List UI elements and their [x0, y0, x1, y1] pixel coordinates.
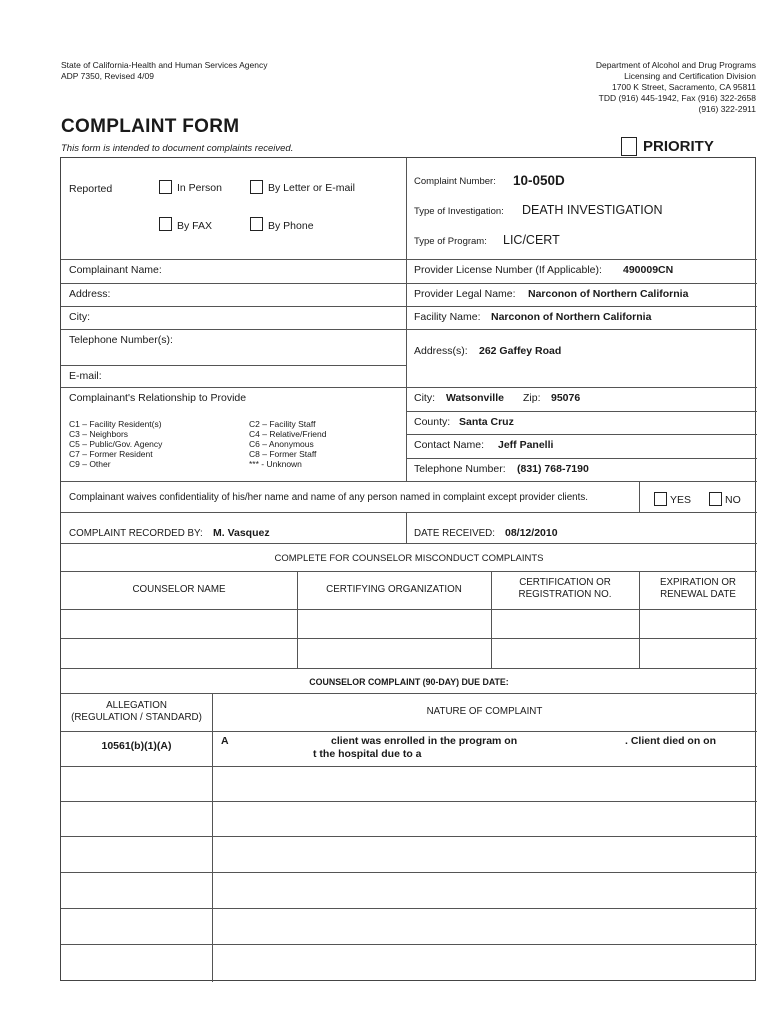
nature-text-line1-end: . Client died on on: [625, 735, 716, 747]
date-received-label: DATE RECEIVED:: [414, 528, 495, 539]
waiver-no-label: NO: [725, 494, 741, 506]
complainant-address-label: Address:: [69, 288, 111, 300]
facility-name-value: Narconon of Northern California: [491, 311, 652, 323]
department-address: 1700 K Street, Sacramento, CA 95811: [612, 82, 756, 92]
provider-zip-value: 95076: [551, 392, 581, 404]
waiver-no-checkbox[interactable]: [709, 492, 722, 506]
relationship-codes-right: [249, 419, 326, 469]
provider-city-value: Watsonville: [446, 392, 504, 404]
investigation-type-value: DEATH INVESTIGATION: [522, 203, 663, 217]
code-c4: C4 – Relative/Friend: [249, 429, 327, 439]
nature-of-complaint-header: NATURE OF COMPLAINT: [426, 706, 543, 717]
col-cert-no-line1: CERTIFICATION OR: [519, 577, 611, 588]
provider-city-label: City:: [414, 392, 435, 404]
department-header: [596, 60, 756, 115]
code-c2: C2 – Facility Staff: [249, 419, 316, 429]
investigation-type-label: Type of Investigation:: [414, 206, 504, 217]
complainant-city-label: City:: [69, 311, 90, 323]
department-phone: (916) 322-2911: [698, 104, 756, 114]
by-fax-checkbox[interactable]: [159, 217, 172, 231]
waiver-yes-checkbox[interactable]: [654, 492, 667, 506]
contact-name-value: Jeff Panelli: [498, 439, 554, 451]
code-c7: C7 – Former Resident: [69, 449, 153, 459]
counselor-due-date-label: COUNSELOR COMPLAINT (90-DAY) DUE DATE:: [309, 677, 509, 687]
reported-label: Reported: [69, 183, 113, 195]
code-c9: C9 – Other: [69, 459, 111, 469]
provider-legal-label: Provider Legal Name:: [414, 288, 516, 300]
priority-field[interactable]: [621, 137, 714, 156]
provider-license-label: Provider License Number (If Applicable):: [414, 264, 602, 276]
allegation-regulation: 10561(b)(1)(A): [101, 740, 172, 752]
county-label: County:: [414, 416, 451, 428]
division-name: Licensing and Certification Division: [624, 71, 756, 81]
col-expiration-line1: EXPIRATION OR: [659, 577, 737, 588]
col-cert-no-line2: REGISTRATION NO.: [518, 589, 612, 600]
waiver-yes-label: YES: [670, 494, 692, 506]
allegation-header-line1: ALLEGATION: [106, 700, 167, 711]
code-unknown: *** - Unknown: [249, 459, 302, 469]
code-c3: C3 – Neighbors: [69, 429, 129, 439]
provider-phone-value: (831) 768-7190: [517, 463, 589, 475]
form-subtitle: This form is intended to document complaints received.: [61, 143, 294, 154]
complainant-name-label: Complainant Name:: [69, 264, 162, 276]
by-phone-checkbox[interactable]: [250, 217, 263, 231]
department-tdd-fax: TDD (916) 445-1942, Fax (916) 322-2658: [598, 93, 756, 103]
department-name: Department of Alcohol and Drug Programs: [595, 60, 756, 70]
contact-name-label: Contact Name:: [414, 439, 485, 451]
code-c6: C6 – Anonymous: [249, 439, 314, 449]
by-letter-checkbox[interactable]: [250, 180, 263, 194]
col-certifying-org: CERTIFYING ORGANIZATION: [326, 584, 462, 595]
col-expiration-line2: RENEWAL DATE: [660, 589, 736, 600]
complainant-email-label: E-mail:: [69, 370, 102, 382]
program-type-label: Type of Program:: [414, 236, 487, 247]
provider-address-label: Address(s):: [414, 345, 468, 357]
code-c1: C1 – Facility Resident(s): [69, 419, 162, 429]
provider-license-value: 490009CN: [623, 264, 674, 276]
relationship-label: Complainant's Relationship to Provide: [69, 392, 247, 404]
counselor-section-title: COMPLETE FOR COUNSELOR MISCONDUCT COMPLAINTS: [274, 553, 544, 564]
in-person-checkbox[interactable]: [159, 180, 172, 194]
complaint-number-value: 10-050D: [513, 173, 565, 188]
recorded-by-value: M. Vasquez: [213, 527, 270, 539]
recorded-by-label: COMPLAINT RECORDED BY:: [69, 528, 203, 539]
provider-zip-label: Zip:: [523, 392, 541, 404]
relationship-codes-left: [69, 419, 162, 469]
facility-name-label: Facility Name:: [414, 311, 481, 323]
nature-text-line1: client was enrolled in the program on: [331, 735, 518, 747]
agency-name: State of California-Health and Human Services Agency: [61, 60, 268, 70]
agency-header: [61, 60, 267, 82]
provider-address-value: 262 Gaffey Road: [479, 345, 562, 357]
allegation-header-line2: (REGULATION / STANDARD): [71, 712, 202, 723]
priority-label: PRIORITY: [643, 138, 714, 155]
code-c5: C5 – Public/Gov. Agency: [69, 439, 163, 449]
form-number: ADP 7350, Revised 4/09: [61, 71, 154, 81]
complaint-number-label: Complaint Number:: [414, 176, 496, 187]
form-title: COMPLAINT FORM: [61, 116, 240, 137]
complainant-phone-label: Telephone Number(s):: [69, 334, 173, 346]
date-received-value: 08/12/2010: [505, 527, 558, 539]
nature-text-line2: t the hospital due to a: [313, 748, 422, 760]
col-counselor-name: COUNSELOR NAME: [132, 584, 226, 595]
program-type-value: LIC/CERT: [503, 233, 560, 247]
provider-phone-label: Telephone Number:: [414, 463, 506, 475]
in-person-label: In Person: [177, 182, 222, 194]
nature-prefix: A: [221, 735, 229, 747]
code-c8: C8 – Former Staff: [249, 449, 317, 459]
priority-checkbox[interactable]: [621, 137, 637, 156]
complaint-form-table: [60, 157, 756, 981]
county-value: Santa Cruz: [459, 416, 514, 428]
by-letter-label: By Letter or E-mail: [268, 182, 355, 194]
by-phone-label: By Phone: [268, 220, 314, 232]
provider-legal-value: Narconon of Northern California: [528, 288, 689, 300]
by-fax-label: By FAX: [177, 220, 213, 232]
waiver-text: Complainant waives confidentiality of his/her name and name of any person named in complaint except provider clients.: [69, 492, 588, 503]
